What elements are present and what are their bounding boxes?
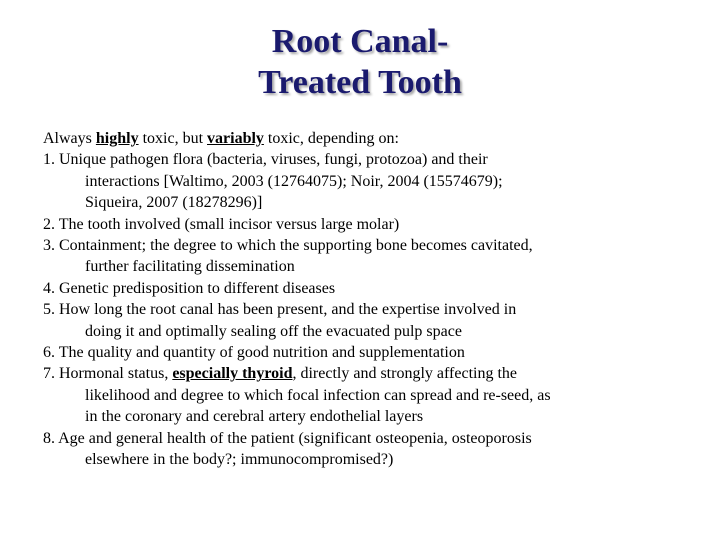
list-item-6	[43, 342, 683, 363]
list-item-4-line: 4. Genetic predisposition to different diseases	[43, 279, 336, 297]
list-item-4	[43, 278, 683, 299]
list-item-8-line: 8. Age and general health of the patient (significant osteopenia, osteoporosis	[43, 429, 532, 447]
intro-emph-variably: variably	[207, 130, 264, 147]
list-item-2	[43, 214, 683, 235]
list-item-6-line: 6. The quality and quantity of good nutrition and supplementation	[43, 344, 465, 362]
list-item-7-text-pre: 7. Hormonal status,	[43, 365, 173, 383]
list-item-3-line: 3. Containment; the degree to which the supporting bone becomes cavitated,	[43, 237, 533, 255]
list-item-5-line: 5. How long the root canal has been present, and the expertise involved in	[43, 301, 517, 319]
list-item-3	[43, 235, 683, 278]
list-item-1	[43, 149, 683, 213]
title-line-2: Treated Tooth	[258, 63, 462, 101]
list-item-7-continuation: likelihood and degree to which focal infection can spread and re-seed, as	[85, 386, 551, 404]
title-line-1: Root Canal-	[271, 23, 449, 60]
list-item-8-continuation: elsewhere in the body?; immunocompromised?)	[85, 451, 394, 469]
list-item-5-continuation: doing it and optimally sealing off the evacuated pulp space	[85, 322, 462, 340]
intro-text-1: Always	[43, 130, 96, 147]
list-item-7-emph: especially thyroid	[172, 365, 293, 383]
list-item-2-line: 2. The tooth involved (small incisor versus large molar)	[43, 215, 400, 233]
list-item-1-continuation: interactions [Waltimo, 2003 (12764075); Noir, 2004 (15574679);	[85, 172, 503, 190]
slide-body	[43, 128, 683, 471]
slide-title	[0, 22, 720, 104]
intro-text-2: toxic, but	[138, 130, 208, 147]
list-item-3-continuation: further facilitating dissemination	[85, 258, 295, 276]
list-item-7-line	[43, 363, 683, 384]
list-item-7-text-post: , directly and strongly affecting the	[292, 365, 518, 383]
list-item-7	[43, 363, 683, 427]
list-item-1-continuation: Siqueira, 2007 (18278296)]	[85, 194, 263, 212]
list-item-7-continuation: in the coronary and cerebral artery endothelial layers	[85, 408, 424, 426]
list-item-1-line: 1. Unique pathogen flora (bacteria, viruses, fungi, protozoa) and their	[43, 151, 488, 169]
intro-emph-highly: highly	[95, 130, 139, 147]
intro-line	[43, 128, 683, 149]
list-item-8	[43, 428, 683, 471]
list-item-5	[43, 299, 683, 342]
intro-text-3: toxic, depending on:	[263, 130, 399, 147]
